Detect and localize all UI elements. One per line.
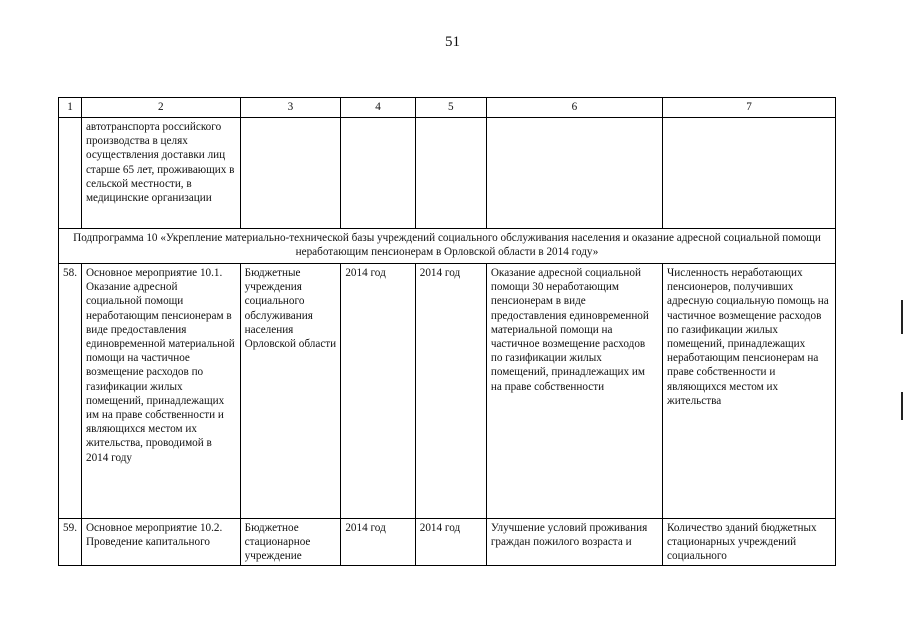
continuation-row	[59, 118, 836, 229]
cell-text: Основное мероприятие 10.2. Проведение капитального	[85, 522, 223, 549]
executor	[240, 519, 341, 566]
cell-text: Улучшение условий проживания граждан пожилого возраста и	[490, 522, 648, 549]
measure-name: Основное мероприятие 10.1. Оказание адресной социальной помощи неработающим пенсионерам в виде предоставления единовременной материальной помощи на частичное возмещение расходов по газификации жилых помещений, принадлежащих им на праве собственности и являющихся местом их жительства, проводимой в 2014 году	[81, 264, 240, 519]
end-year: 2014 год	[415, 519, 486, 566]
header-cell: 7	[663, 98, 836, 118]
subprogram-row	[59, 229, 836, 264]
table-cell	[341, 118, 415, 229]
table-cell	[486, 118, 662, 229]
start-year: 2014 год	[341, 264, 415, 519]
table-cell	[415, 118, 486, 229]
cell-text: Бюджетное стационарное учреждение	[244, 522, 311, 563]
document-table	[58, 97, 836, 566]
page-number: 51	[445, 34, 460, 50]
header-cell: 1	[59, 98, 82, 118]
executor: Бюджетные учреждения социального обслуживания населения Орловской области	[240, 264, 341, 519]
table-cell	[663, 118, 836, 229]
table-cell: автотранспорта российского производства в целях осуществления доставки лиц старше 65 лет, проживающих в сельской местности, в медицинские организации	[81, 118, 240, 229]
scan-edge-mark	[901, 392, 903, 420]
table-cell	[59, 118, 82, 229]
indicator	[663, 519, 836, 566]
scan-edge-mark	[901, 300, 903, 334]
end-year: 2014 год	[415, 264, 486, 519]
table-cell	[240, 118, 341, 229]
header-cell: 6	[486, 98, 662, 118]
start-year: 2014 год	[341, 519, 415, 566]
subprogram-title: Подпрограмма 10 «Укрепление материально-технической базы учреждений социального обслуживания населения и оказание адресной социальной помощи неработающим пенсионерам в Орловской области в 2014 году»	[59, 229, 836, 264]
row-number: 59.	[59, 519, 82, 566]
expected-result: Оказание адресной социальной помощи 30 неработающим пенсионерам в виде предоставления единовременной материальной помощи на частичное возмещение расходов по газификации жилых помещений, принадлежащих им на праве собственности	[486, 264, 662, 519]
header-cell: 4	[341, 98, 415, 118]
expected-result	[486, 519, 662, 566]
table-row	[59, 519, 836, 566]
header-cell: 2	[81, 98, 240, 118]
header-cell: 3	[240, 98, 341, 118]
table-row	[59, 264, 836, 519]
row-number: 58.	[59, 264, 82, 519]
cell-text: Количество зданий бюджетных стационарных учреждений социального	[667, 522, 817, 563]
indicator: Численность неработающих пенсионеров, получивших адресную социальную помощь на частичное возмещение расходов по газификации жилых помещений, принадлежащих неработающим пенсионерам на праве собственности и являющихся местом их жительства	[663, 264, 836, 519]
header-cell: 5	[415, 98, 486, 118]
header-row	[59, 98, 836, 118]
measure-name	[81, 519, 240, 566]
